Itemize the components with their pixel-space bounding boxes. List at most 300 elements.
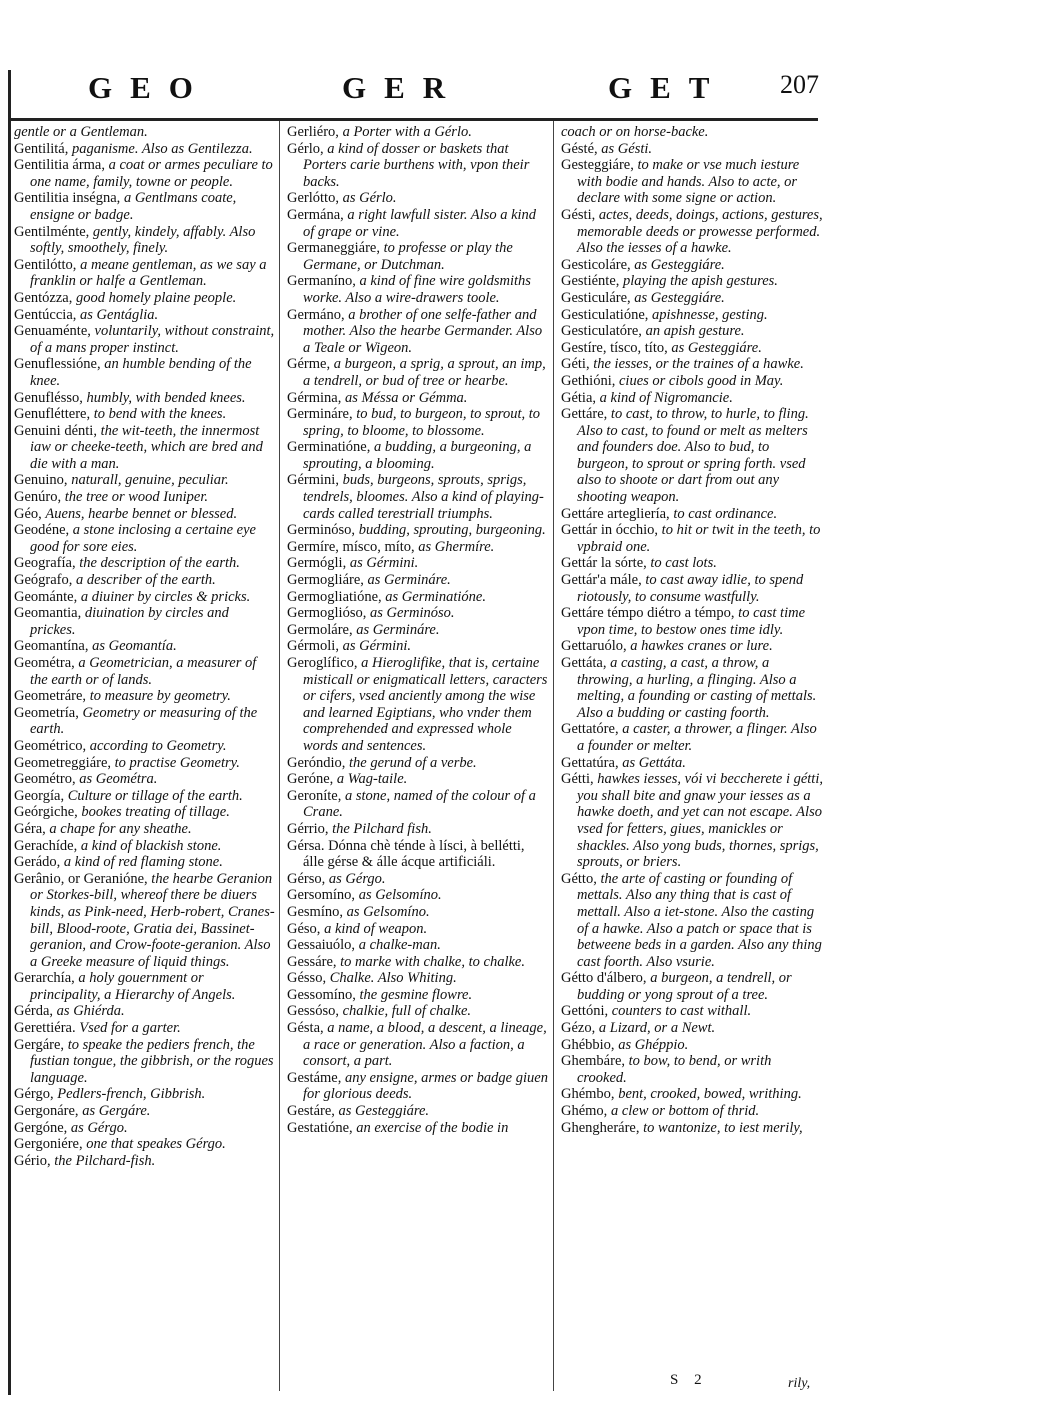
headword: Germoláre, bbox=[287, 621, 357, 638]
definition: as Germináre. bbox=[356, 621, 440, 638]
headword: Gettár in ócchio, bbox=[561, 522, 662, 539]
definition: as Gérmini. bbox=[349, 555, 419, 572]
dictionary-entry bbox=[14, 1103, 276, 1120]
dictionary-entry bbox=[14, 1086, 276, 1103]
headword: Germináre, bbox=[287, 406, 357, 423]
definition: as Germináre. bbox=[367, 572, 451, 589]
dictionary-entry bbox=[287, 921, 549, 938]
definition: the hearbe Geranion or Storkes-bill, whereof there be diuers kinds, as Pink-need, Herb-robert, Cranes-bill, Blood-roote, Gratia dei, Bassinet-geranion, and Crow-foote-geranion. Also a Greeke measure of liquid things. bbox=[30, 870, 275, 970]
headword: Gestatióne, bbox=[287, 1119, 357, 1136]
definition: a Porter with a Gérlo. bbox=[342, 124, 472, 140]
dictionary-entry bbox=[287, 207, 549, 240]
definition: as Gérmini. bbox=[342, 638, 412, 655]
headword: Geométro, bbox=[14, 771, 80, 788]
headword: Gestáre, bbox=[287, 1103, 339, 1120]
catchword: rily, bbox=[788, 1376, 811, 1391]
dictionary-entry bbox=[14, 141, 276, 158]
headword: Ghengheráre, bbox=[561, 1119, 644, 1136]
definition: humbly, with bended knees. bbox=[86, 389, 246, 406]
definition: to make or vse much iesture with bodie and hands. Also to acte, or declare with some signe or action. bbox=[577, 157, 800, 207]
headword: Gestíre, tísco, títo, bbox=[561, 339, 672, 356]
definition: bookes treating of tillage. bbox=[81, 804, 230, 821]
definition: as Gesteggiáre. bbox=[338, 1103, 430, 1120]
headword: Gettóni, bbox=[561, 1003, 612, 1020]
headword: Gentúccia, bbox=[14, 306, 81, 323]
headword: Gersomíno, bbox=[287, 887, 359, 904]
dictionary-entry bbox=[561, 771, 823, 871]
dictionary-entry bbox=[287, 390, 549, 407]
headword: Germíre, mísco, míto, bbox=[287, 538, 419, 555]
dictionary-entry bbox=[287, 937, 549, 954]
definition: paganisme. Also as Gentilezza. bbox=[72, 140, 253, 157]
headword: Gessáre, bbox=[287, 953, 341, 970]
headword: Gesticulatióne, bbox=[561, 306, 653, 323]
dictionary-entry bbox=[561, 555, 823, 572]
dictionary-entry bbox=[561, 307, 823, 324]
column-divider bbox=[279, 121, 280, 1391]
dictionary-entry bbox=[287, 1070, 549, 1103]
dictionary-entry bbox=[561, 1120, 823, 1137]
headword: Geománte, bbox=[14, 588, 81, 605]
headword: Geografía, bbox=[14, 555, 80, 572]
headword: Gettatúra, bbox=[561, 754, 623, 771]
dictionary-entry bbox=[561, 406, 823, 506]
dictionary-entry bbox=[14, 1120, 276, 1137]
definition: as Gérgo. bbox=[328, 870, 386, 887]
dictionary-entry bbox=[287, 954, 549, 971]
definition: the description of the earth. bbox=[79, 555, 240, 572]
dictionary-entry bbox=[14, 589, 276, 606]
dictionary-entry bbox=[287, 406, 549, 439]
dictionary-entry bbox=[14, 755, 276, 772]
headword: Genuaménte, bbox=[14, 323, 95, 340]
definition: a burgeon, a sprig, a sprout, an imp, a tendrell, or bud of tree or hearbe. bbox=[303, 356, 546, 389]
definition: a clew or bottom of thrid. bbox=[610, 1103, 760, 1120]
dictionary-entry bbox=[287, 788, 549, 821]
running-head-ger: GER bbox=[342, 70, 464, 105]
dictionary-entry bbox=[287, 439, 549, 472]
column-3 bbox=[561, 124, 823, 1392]
definition: an apish gesture. bbox=[645, 323, 745, 340]
headword: Geórgiche, bbox=[14, 804, 82, 821]
headword: Gérmoli, bbox=[287, 638, 343, 655]
dictionary-entry bbox=[14, 1037, 276, 1087]
headword: Gétto, bbox=[561, 870, 601, 887]
dictionary-entry bbox=[14, 423, 276, 473]
definition: to speake the pediers french, the fustian tongue, the gibbrish, or the rogues language. bbox=[30, 1036, 274, 1086]
definition: the wit-teeth, the innermost iaw or cheeke-teeth, which are bred and die with a man. bbox=[30, 422, 263, 472]
definition: to bow, to bend, or writh crooked. bbox=[577, 1053, 772, 1086]
definition: to cast ordinance. bbox=[673, 505, 778, 522]
dictionary-entry bbox=[287, 240, 549, 273]
dictionary-entry bbox=[561, 871, 823, 971]
headword: Gerânio, or Geranióne, bbox=[14, 870, 152, 887]
definition: as Gelsomíno. bbox=[346, 903, 430, 920]
headword: Gettaruólo, bbox=[561, 638, 631, 655]
definition: a hawkes cranes or lure. bbox=[630, 638, 773, 655]
dictionary-entry bbox=[287, 755, 549, 772]
headword: Genufléttere, bbox=[14, 406, 94, 423]
definition: Vsed for a garter. bbox=[79, 1020, 181, 1037]
dictionary-entry bbox=[14, 970, 276, 1003]
definition: a Hieroglifike, that is, certaine misticall or enigmaticall letters, caracters or cifers, vsed anciently among the wise and learned Egiptians, who vnder them comprehended and expressed whole words and sentences. bbox=[303, 655, 548, 754]
headword: Gesticuláre, bbox=[561, 289, 635, 306]
dictionary-entry bbox=[14, 555, 276, 572]
definition: a Lizard, or a Newt. bbox=[598, 1020, 716, 1037]
headword: Germaneggiáre, bbox=[287, 240, 384, 257]
dictionary-entry bbox=[561, 1020, 823, 1037]
dictionary-entry bbox=[14, 638, 276, 655]
dictionary-entry bbox=[287, 605, 549, 622]
dictionary-entry bbox=[14, 290, 276, 307]
headword: Germinóso, bbox=[287, 522, 359, 539]
headword: Geróndio, bbox=[287, 754, 350, 771]
headword: Gerarchía, bbox=[14, 970, 79, 987]
headword: Gésté, bbox=[561, 140, 602, 157]
definition: to cast away idlie, to spend riotously, to consume wastfully. bbox=[577, 572, 804, 605]
dictionary-entry bbox=[561, 655, 823, 721]
definition: as Gérlo. bbox=[342, 190, 397, 207]
left-border-rule bbox=[8, 70, 11, 1395]
running-head-geo: GEO bbox=[88, 70, 211, 105]
definition: the tree or wood Iuniper. bbox=[64, 489, 208, 506]
headword: Gergoniére, bbox=[14, 1136, 87, 1153]
headword: Ghémo, bbox=[561, 1103, 611, 1120]
headword: Gésti, bbox=[561, 206, 599, 223]
dictionary-entry bbox=[561, 290, 823, 307]
headword: Geometreggiáre, bbox=[14, 754, 115, 771]
headword: Geroglífico, bbox=[287, 655, 362, 671]
dictionary-entry bbox=[14, 605, 276, 638]
dictionary-entry bbox=[14, 472, 276, 489]
definition: a casting, a cast, a throw, a throwing, a hurling, a flinging. Also a melting, a founding or casting of mettals. Also a budding or casting foorth. bbox=[577, 655, 817, 721]
definition: as Gettáta. bbox=[622, 754, 686, 771]
headword: Gettáre artegliería, bbox=[561, 505, 674, 522]
headword: Geométrico, bbox=[14, 737, 90, 754]
headword: Germógli, bbox=[287, 555, 350, 572]
definition: to marke with chalke, to chalke. bbox=[340, 953, 525, 970]
headword: Genúro, bbox=[14, 489, 65, 506]
running-head-get: GET bbox=[608, 70, 728, 105]
dictionary-entry bbox=[561, 1053, 823, 1086]
headword: Gerettiéra. bbox=[14, 1020, 80, 1037]
definition: a stone inclosing a certaine eye good for sore eies. bbox=[30, 522, 256, 555]
dictionary-entry bbox=[287, 987, 549, 1004]
headword: Ghembáre, bbox=[561, 1053, 629, 1070]
dictionary-entry bbox=[287, 124, 549, 141]
headword: Gentilitá, bbox=[14, 140, 72, 157]
dictionary-entry bbox=[14, 390, 276, 407]
headword: Germogliatióne, bbox=[287, 588, 386, 605]
definition: to bud, to burgeon, to sprout, to spring, to bloome, to blossome. bbox=[303, 406, 541, 439]
definition: a kind of weapon. bbox=[324, 920, 428, 937]
definition: bent, crooked, bowed, writhing. bbox=[618, 1086, 802, 1103]
dictionary-entry bbox=[561, 356, 823, 373]
definition: a brother of one selfe-father and mother. Also the hearbe Germander. Also a Teale or Wigeon. bbox=[303, 306, 543, 356]
dictionary-entry bbox=[561, 124, 823, 141]
dictionary-entry bbox=[561, 273, 823, 290]
headword: Gerádo, bbox=[14, 854, 64, 871]
definition: a diuiner by circles & pricks. bbox=[80, 588, 251, 605]
headword: Géra, bbox=[14, 820, 50, 837]
definition: a holy gouernment or principality, a Hierarchy of Angels. bbox=[30, 970, 236, 1003]
headword: Gérlo, bbox=[287, 140, 328, 157]
dictionary-entry bbox=[14, 506, 276, 523]
dictionary-entry bbox=[287, 572, 549, 589]
dictionary-entry bbox=[14, 1020, 276, 1037]
definition: as Ghiérda. bbox=[56, 1003, 125, 1020]
signature-mark: S 2 bbox=[670, 1372, 708, 1388]
dictionary-entry bbox=[14, 190, 276, 223]
definition: to wantonize, to iest merily, bbox=[643, 1119, 803, 1136]
headword: Gettár la sórte, bbox=[561, 555, 651, 572]
definition: as Germinóso. bbox=[369, 605, 455, 622]
headword: Geróne, bbox=[287, 771, 337, 788]
headword: Gérme, bbox=[287, 356, 334, 373]
dictionary-entry bbox=[287, 1120, 549, 1137]
dictionary-entry bbox=[14, 257, 276, 290]
definition: as Gesteggiáre. bbox=[634, 256, 725, 273]
dictionary-entry bbox=[561, 522, 823, 555]
definition: counters to cast withall. bbox=[611, 1003, 752, 1020]
dictionary-entry bbox=[14, 871, 276, 971]
headword: Geometráre, bbox=[14, 688, 90, 705]
headword: Gesmíno, bbox=[287, 903, 347, 920]
definition: as Geométra. bbox=[79, 771, 158, 788]
dictionary-entry bbox=[14, 572, 276, 589]
headword: Geroníte, bbox=[287, 787, 345, 804]
dictionary-entry bbox=[14, 1003, 276, 1020]
dictionary-entry bbox=[561, 1037, 823, 1054]
definition: coach or on horse-backe. bbox=[561, 124, 709, 140]
dictionary-entry bbox=[14, 406, 276, 423]
headword: Gentilménte, bbox=[14, 223, 93, 240]
headword: Gentilótto, bbox=[14, 256, 81, 273]
definition: ciues or cibols good in May. bbox=[619, 372, 784, 389]
dictionary-entry bbox=[561, 157, 823, 207]
dictionary-entry bbox=[14, 1153, 276, 1170]
definition: to cast, to throw, to hurle, to fling. Also to cast, to found or melt as melters and founders doe. Also to bud, to burgeon, to sprout or spring forth. vsed also to shoote or dart from out any shooting weapon. bbox=[577, 406, 809, 506]
headword: Gério, bbox=[14, 1152, 55, 1169]
headword: Georgía, bbox=[14, 787, 68, 804]
definition: the arte of casting or founding of mettals. Also any thing that is cast of mettall. Also a iet-stone. Also the casting of a hawke. Also a patch or space that is betweene beds in a garden. Also any thing cast foorth. Also vsurie. bbox=[577, 870, 822, 970]
dictionary-entry bbox=[14, 838, 276, 855]
dictionary-entry bbox=[287, 871, 549, 888]
column-2 bbox=[287, 124, 549, 1392]
definition: Chalke. Also Whiting. bbox=[329, 970, 457, 987]
dictionary-entry bbox=[287, 356, 549, 389]
definition: a coat or armes peculiare to one name, family, towne or people. bbox=[30, 157, 273, 190]
dictionary-entry bbox=[561, 340, 823, 357]
headword: Germáno, bbox=[287, 306, 349, 323]
definition: a name, a blood, a descent, a lineage, a race or generation. Also a faction, a consort, a part. bbox=[303, 1020, 547, 1070]
definition: gentle or a Gentleman. bbox=[14, 124, 148, 140]
definition: a burgeon, a tendrell, or budding or yong sprout of a tree. bbox=[577, 970, 792, 1003]
headword: Gérgo, bbox=[14, 1086, 58, 1103]
definition: the gesmine flowre. bbox=[359, 986, 473, 1003]
dictionary-entry bbox=[287, 190, 549, 207]
headword: Gergonáre, bbox=[14, 1103, 83, 1120]
definition: budding, sprouting, burgeoning. bbox=[358, 522, 546, 539]
definition: a meane gentleman, as we say a franklin or halfe a Gentleman. bbox=[30, 256, 267, 290]
dictionary-entry bbox=[561, 257, 823, 274]
headword: Geométra, bbox=[14, 655, 79, 671]
definition: a stone, named of the colour of a Crane. bbox=[303, 787, 536, 821]
dictionary-entry bbox=[561, 506, 823, 523]
definition: chalkie, full of chalke. bbox=[342, 1003, 472, 1020]
definition: gently, kindely, affably. Also softly, smoothely, finely. bbox=[30, 223, 256, 257]
definition: an humble bending of the knee. bbox=[30, 356, 252, 389]
definition: a describer of the earth. bbox=[76, 572, 216, 589]
headword: Gergáre, bbox=[14, 1036, 68, 1053]
definition: the Pilchard-fish. bbox=[54, 1152, 156, 1169]
definition: a kind of red flaming stone. bbox=[63, 854, 223, 871]
definition: as Gelsomíno. bbox=[358, 887, 442, 904]
definition: as Gentáglia. bbox=[80, 306, 159, 323]
headword: Gérmina, bbox=[287, 389, 345, 406]
headword: Gessaiuólo, bbox=[287, 937, 359, 954]
definition: to cast lots. bbox=[650, 555, 717, 572]
definition: actes, deeds, doings, actions, gestures, memorable deeds or prowesse performed. Also the iesses of a hawke. bbox=[577, 206, 823, 257]
dictionary-entry bbox=[287, 307, 549, 357]
dictionary-entry bbox=[14, 323, 276, 356]
headword: Gesteggiáre, bbox=[561, 157, 638, 174]
definition: to bend with the knees. bbox=[93, 406, 227, 423]
definition: the iesses, or the traines of a hawke. bbox=[593, 356, 804, 373]
headword: Gésso, bbox=[287, 970, 330, 987]
dictionary-entry bbox=[14, 224, 276, 257]
page-number: 207 bbox=[780, 70, 819, 99]
headword: Geógrafo, bbox=[14, 572, 77, 589]
headword: Ghébbio, bbox=[561, 1036, 619, 1053]
headword: Germogliáre, bbox=[287, 572, 368, 589]
definition: the Pilchard fish. bbox=[332, 820, 432, 837]
headword: Germoglióso, bbox=[287, 605, 370, 622]
dictionary-entry bbox=[14, 688, 276, 705]
headword: Gétia, bbox=[561, 389, 600, 406]
headword: Gentózza, bbox=[14, 289, 76, 306]
definition: Culture or tillage of the earth. bbox=[67, 787, 243, 804]
headword: Gétto d'álbero, bbox=[561, 970, 651, 987]
dictionary-entry bbox=[14, 522, 276, 555]
dictionary-entry bbox=[14, 307, 276, 324]
dictionary-entry bbox=[561, 373, 823, 390]
definition: to cast time vpon time, to bestow ones time idly. bbox=[577, 605, 806, 638]
definition: as Ghéppio. bbox=[618, 1036, 689, 1053]
definition: as Gergáre. bbox=[82, 1103, 151, 1120]
dictionary-entry bbox=[561, 207, 823, 257]
definition: as Gérgo. bbox=[70, 1119, 128, 1136]
definition: Auens, hearbe bennet or blessed. bbox=[45, 505, 238, 522]
definition: a kind of fine wire goldsmiths worke. Also a wire-drawers toole. bbox=[303, 273, 531, 306]
headword: Gérrio, bbox=[287, 820, 333, 837]
headword: Genuflésso, bbox=[14, 389, 87, 406]
dictionary-entry bbox=[14, 771, 276, 788]
headword: Gessomíno, bbox=[287, 986, 360, 1003]
dictionary-entry bbox=[287, 655, 549, 755]
column-1 bbox=[14, 124, 276, 1392]
headword: Gentilitia árma, bbox=[14, 157, 109, 174]
definition: as Ghermíre. bbox=[418, 538, 495, 555]
definition: Pedlers-french, Gibbrish. bbox=[57, 1086, 206, 1103]
definition: according to Geometry. bbox=[89, 737, 227, 754]
definition: as Geomantía. bbox=[92, 638, 177, 655]
definition: to professe or play the Germane, or Dutchman. bbox=[303, 240, 513, 273]
headword: Gettáre témpo diétro a témpo, bbox=[561, 605, 739, 622]
definition: a chape for any sheathe. bbox=[49, 820, 192, 837]
dictionary-entry bbox=[287, 141, 549, 191]
dictionary-entry bbox=[287, 821, 549, 838]
headword: Géso, bbox=[287, 920, 325, 937]
dictionary-entry bbox=[287, 522, 549, 539]
definition: a budding, a burgeoning, a sprouting, a blooming. bbox=[303, 439, 532, 472]
headword: Geomantína, bbox=[14, 638, 93, 655]
headword: Ghémbo, bbox=[561, 1086, 619, 1103]
headword: Gétti, bbox=[561, 771, 598, 788]
definition: as Gesteggiáre. bbox=[671, 339, 762, 356]
dictionary-entry bbox=[14, 124, 276, 141]
dictionary-entry bbox=[14, 157, 276, 190]
dictionary-entry bbox=[14, 854, 276, 871]
headword: Geometría, bbox=[14, 704, 83, 721]
dictionary-entry bbox=[561, 141, 823, 158]
definition: naturall, genuine, peculiar. bbox=[71, 472, 229, 489]
definition: voluntarily, without constraint, of a mans proper instinct. bbox=[30, 323, 275, 356]
dictionary-entry bbox=[561, 323, 823, 340]
dictionary-entry bbox=[561, 638, 823, 655]
headword: Gergóne, bbox=[14, 1119, 71, 1136]
column-divider bbox=[553, 121, 554, 1391]
definition: as Méssa or Gémma. bbox=[344, 389, 468, 406]
definition: to hit or twit in the teeth, to vpbraid one. bbox=[577, 522, 821, 555]
dictionary-entry bbox=[561, 970, 823, 1003]
definition: a right lawfull sister. Also a kind of grape or vine. bbox=[303, 206, 537, 240]
dictionary-entry bbox=[287, 1020, 549, 1070]
definition: one that speakes Gérgo. bbox=[86, 1136, 226, 1153]
dictionary-entry bbox=[287, 1003, 549, 1020]
dictionary-entry bbox=[287, 539, 549, 556]
headword: Gérso, bbox=[287, 870, 329, 887]
dictionary-entry bbox=[287, 771, 549, 788]
headword: Gettár'a mále, bbox=[561, 572, 646, 589]
dictionary-entry bbox=[287, 970, 549, 987]
headword: Géti, bbox=[561, 356, 594, 373]
headword: Gerliéro, bbox=[287, 124, 343, 140]
dictionary-entry bbox=[561, 1103, 823, 1120]
dictionary-entry bbox=[14, 821, 276, 838]
headword: Gethióni, bbox=[561, 372, 619, 389]
definition: a chalke-man. bbox=[358, 937, 441, 954]
headword: Gésta, bbox=[287, 1020, 328, 1037]
dictionary-entry bbox=[14, 356, 276, 389]
dictionary-entry bbox=[561, 755, 823, 772]
headword: Gesticoláre, bbox=[561, 256, 635, 273]
dictionary-entry bbox=[14, 655, 276, 688]
definition: to practise Geometry. bbox=[114, 754, 240, 771]
definition: good homely plaine people. bbox=[76, 289, 237, 306]
dictionary-entry bbox=[287, 638, 549, 655]
definition: diuination by circles and prickes. bbox=[30, 605, 229, 638]
headword: Gettáre, bbox=[561, 406, 611, 423]
dictionary-entry bbox=[287, 1103, 549, 1120]
dictionary-entry bbox=[14, 1136, 276, 1153]
definition: a kind of dosser or baskets that Porters carie burthens with, vpon their backs. bbox=[303, 140, 530, 190]
headword: Germinatióne, bbox=[287, 439, 374, 456]
headword: Germána, bbox=[287, 206, 348, 223]
dictionary-entry bbox=[287, 472, 549, 522]
dictionary-entry bbox=[287, 887, 549, 904]
headword: Gessóso, bbox=[287, 1003, 343, 1020]
